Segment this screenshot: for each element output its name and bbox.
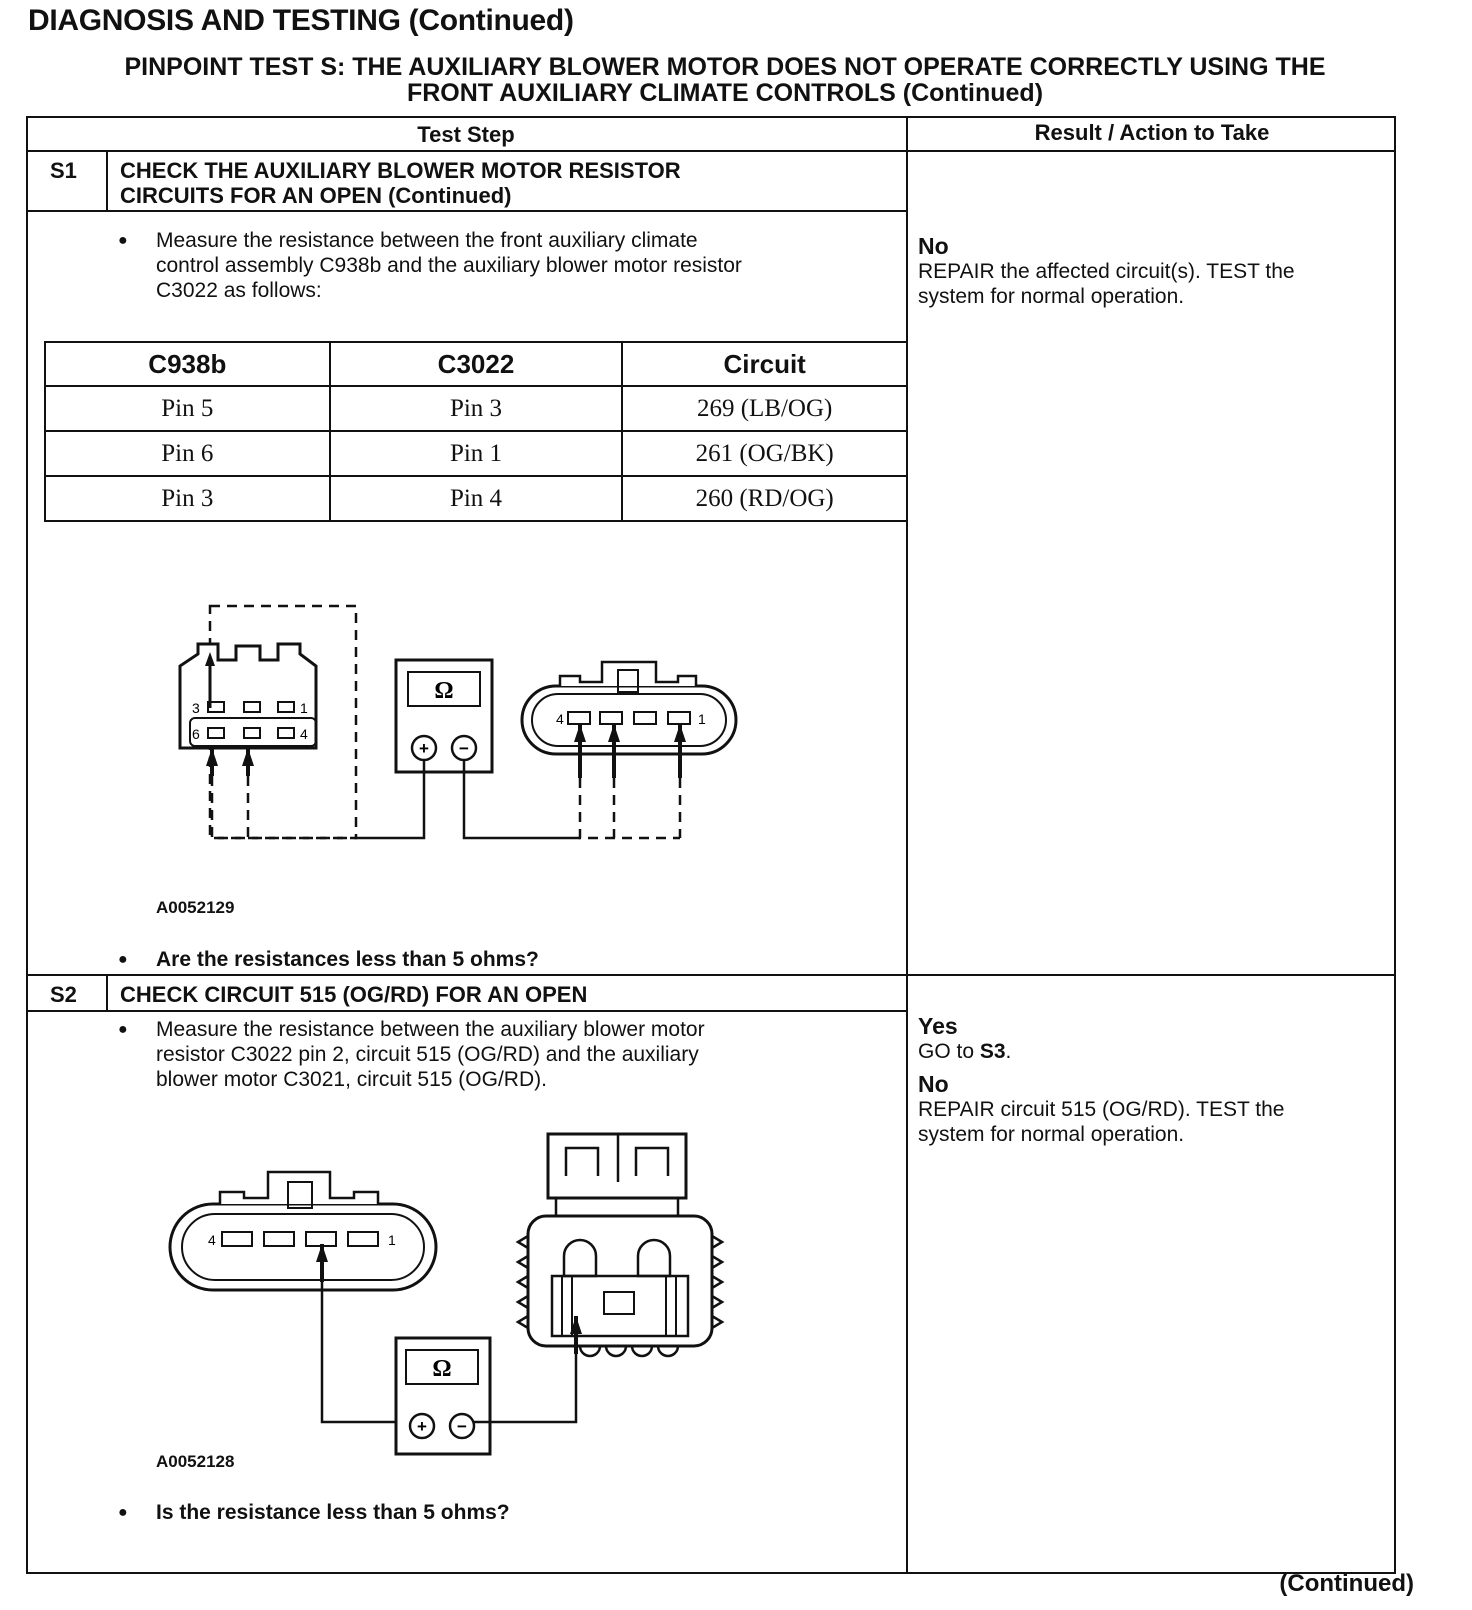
- pin-label: 1: [300, 700, 308, 716]
- result-label-no: No: [918, 233, 949, 259]
- s1-wiring-diagram: [150, 596, 750, 852]
- minus-terminal: −: [459, 739, 469, 758]
- s1-title-divider: [26, 210, 906, 212]
- step-id-s2: S2: [50, 982, 77, 1007]
- c938b-connector: [180, 644, 316, 748]
- table-cell: 260 (RD/OG): [622, 476, 907, 521]
- ohmmeter: [396, 660, 492, 772]
- pin-table: [44, 341, 908, 522]
- result-text-line-1: REPAIR circuit 515 (OG/RD). TEST the: [918, 1098, 1285, 1121]
- step-title-s1-line-2: CIRCUITS FOR AN OPEN (Continued): [120, 183, 512, 208]
- c3022-connector: [522, 662, 736, 754]
- step-title-s1-line-1: CHECK THE AUXILIARY BLOWER MOTOR RESISTOR: [120, 158, 681, 183]
- s1-question-text: Are the resistances less than 5 ohms?: [156, 948, 539, 971]
- s2-wiring-diagram: [160, 1126, 730, 1466]
- step-reference-s3[interactable]: S3: [979, 1040, 1006, 1063]
- table-cell: Pin 4: [330, 476, 623, 521]
- table-row: [45, 431, 907, 476]
- s1-instruction-line-3: C3022 as follows:: [156, 279, 322, 302]
- minus-terminal: −: [457, 1417, 467, 1436]
- table-row: [45, 386, 907, 431]
- pin-label: 3: [192, 700, 200, 716]
- s2-instruction-line-3: blower motor C3021, circuit 515 (OG/RD).: [156, 1068, 547, 1091]
- s1-instruction-line-1: Measure the resistance between the front auxiliary climate: [156, 229, 698, 252]
- s2-question-text: Is the resistance less than 5 ohms?: [156, 1501, 510, 1524]
- bullet-icon: ●: [118, 951, 128, 968]
- test-title-line-2: FRONT AUXILIARY CLIMATE CONTROLS (Continued): [406, 79, 1044, 107]
- s2-row-divider: [26, 974, 1396, 976]
- figure-id-s2: A0052128: [156, 1452, 235, 1471]
- bullet-icon: ●: [118, 1504, 128, 1521]
- s1-instruction-line-2: control assembly C938b and the auxiliary blower motor resistor: [156, 254, 742, 277]
- result-text-line-1: [918, 1039, 1388, 1064]
- plus-terminal: +: [419, 739, 429, 758]
- plus-terminal: +: [417, 1417, 427, 1436]
- result-label-no: No: [918, 1071, 949, 1097]
- pin-table-header: C3022: [330, 342, 623, 386]
- s2-result-no: [918, 1072, 1388, 1147]
- ohmmeter: [396, 1338, 490, 1454]
- continued-note: (Continued): [1279, 1570, 1414, 1597]
- bullet-icon: ●: [118, 1021, 128, 1038]
- result-go-to-suffix: .: [1005, 1040, 1012, 1063]
- test-title-line-1: PINPOINT TEST S: THE AUXILIARY BLOWER MOTOR DOES NOT OPERATE CORRECTLY USING THE: [124, 53, 1326, 81]
- s2-result-yes: [918, 1014, 1388, 1064]
- column-header-result: Result / Action to Take: [1034, 120, 1270, 145]
- header-row-divider: [26, 150, 1396, 152]
- pin-table-header-row: [45, 342, 907, 386]
- step-id-s1: S1: [50, 158, 77, 183]
- ohm-symbol: Ω: [434, 678, 454, 704]
- result-go-to-prefix: GO to: [918, 1040, 980, 1063]
- bullet-icon: ●: [118, 232, 128, 249]
- s2-id-divider: [106, 974, 108, 1010]
- result-text-line-2: system for normal operation.: [918, 1123, 1185, 1146]
- ohm-symbol: Ω: [432, 1356, 452, 1382]
- s1-result-no: [918, 234, 1388, 309]
- result-label-yes: Yes: [918, 1013, 958, 1039]
- s1-id-divider: [106, 150, 108, 210]
- pin-table-header: C938b: [45, 342, 330, 386]
- s2-instruction-line-1: Measure the resistance between the auxiliary blower motor: [156, 1018, 705, 1041]
- table-cell: Pin 3: [330, 386, 623, 431]
- table-cell: Pin 1: [330, 431, 623, 476]
- table-cell: Pin 6: [45, 431, 330, 476]
- pinpoint-test-title: [30, 54, 1420, 106]
- s2-title-divider: [26, 1010, 906, 1012]
- column-divider: [906, 116, 908, 1574]
- table-cell: Pin 3: [45, 476, 330, 521]
- pin-table-header: Circuit: [622, 342, 907, 386]
- table-cell: 269 (LB/OG): [622, 386, 907, 431]
- column-header-test-step: Test Step: [417, 122, 515, 147]
- pin-label: 4: [300, 726, 308, 742]
- c3021-blower-motor-connector: [518, 1134, 722, 1356]
- result-text-line-1: REPAIR the affected circuit(s). TEST the: [918, 260, 1295, 283]
- pin-label: 1: [388, 1232, 396, 1248]
- page-title: DIAGNOSIS AND TESTING (Continued): [28, 4, 574, 37]
- table-row: [45, 476, 907, 521]
- pin-label: 1: [698, 711, 706, 727]
- table-cell: 261 (OG/BK): [622, 431, 907, 476]
- result-text-line-2: system for normal operation.: [918, 285, 1185, 308]
- pin-label: 4: [208, 1232, 216, 1248]
- figure-id-s1: A0052129: [156, 898, 235, 917]
- pin-label: 4: [556, 711, 564, 727]
- step-title-s2: CHECK CIRCUIT 515 (OG/RD) FOR AN OPEN: [120, 982, 588, 1007]
- c3022-connector: [170, 1172, 436, 1290]
- table-cell: Pin 5: [45, 386, 330, 431]
- s2-instruction-line-2: resistor C3022 pin 2, circuit 515 (OG/RD) and the auxiliary: [156, 1043, 699, 1066]
- pin-label: 6: [192, 726, 200, 742]
- step-title-s1: [120, 158, 681, 208]
